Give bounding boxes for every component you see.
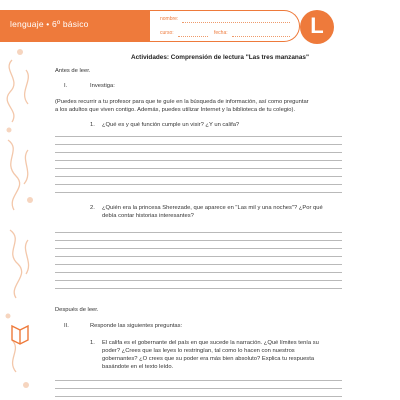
question-3-number: 1. <box>90 340 95 346</box>
date-label: fecha: <box>214 30 228 36</box>
answer-line <box>55 280 342 281</box>
decorative-sidebar <box>0 0 40 400</box>
answer-line <box>55 232 342 233</box>
answer-line <box>55 256 342 257</box>
question-1-number: 1. <box>90 122 95 128</box>
answer-line <box>55 136 342 137</box>
answer-line <box>55 272 342 273</box>
question-2-number: 2. <box>90 205 95 211</box>
answer-line <box>55 184 342 185</box>
answer-line <box>55 248 342 249</box>
answer-line <box>55 380 342 381</box>
date-field[interactable] <box>232 36 290 37</box>
section-before-reading: Antes de leer. <box>55 68 91 74</box>
logo-letter: L <box>310 13 324 38</box>
answer-line <box>55 264 342 265</box>
subject-logo <box>300 10 334 44</box>
part-i-heading: Investiga: <box>90 83 115 89</box>
question-3-text-line4: basándote en el texto leído. <box>102 364 174 370</box>
answer-line <box>55 396 342 397</box>
subject-label: lenguaje • 6º básico <box>10 19 89 29</box>
course-field[interactable] <box>178 36 208 37</box>
part-i-instruction-line2: a los adultos que viven contigo. Además, puedes utilizar Internet y la biblioteca de tu colegio). <box>55 107 296 113</box>
part-ii-numeral: II. <box>64 323 69 329</box>
answer-line <box>55 388 342 389</box>
book-icon <box>12 326 28 344</box>
student-info-box <box>150 10 300 42</box>
question-2-text-line2: debía contar historias interesantes? <box>102 213 194 219</box>
answer-line <box>55 144 342 145</box>
question-2-text-line1: ¿Quién era la princesa Sherezade, que aparece en "Las mil y una noches"? ¿Por qué <box>102 205 323 211</box>
question-1-text: ¿Qué es y qué función cumple un visir? ¿Y un califa? <box>102 122 240 128</box>
question-3-text-line1: El califa es el gobernante del país en que sucede la narración. ¿Qué límites tenía su <box>102 340 319 346</box>
answer-line <box>55 192 342 193</box>
answer-line <box>55 288 342 289</box>
worksheet-header <box>0 10 400 42</box>
answer-line <box>55 152 342 153</box>
answer-line <box>55 160 342 161</box>
subject-banner <box>0 10 150 42</box>
worksheet-title: Actividades: Comprensión de lectura "Las tres manzanas" <box>131 54 309 61</box>
name-label: nombre: <box>160 16 179 22</box>
part-i-instruction-line1: (Puedes recurrir a tu profesor para que te guíe en la búsqueda de información, así como preguntar <box>55 99 309 105</box>
course-label: curso: <box>160 30 174 36</box>
answer-line <box>55 168 342 169</box>
section-after-reading: Después de leer. <box>55 307 99 313</box>
name-field[interactable] <box>182 22 290 23</box>
part-ii-heading: Responde las siguientes preguntas: <box>90 323 183 329</box>
answer-line <box>55 176 342 177</box>
answer-line <box>55 240 342 241</box>
question-3-text-line3: gobernantes? ¿O crees que su poder era más bien absoluto? Explica tu respuesta <box>102 356 315 362</box>
question-3-text-line2: poder? ¿Crees que las leyes lo restringían, tal como lo hacen con nuestros <box>102 348 295 354</box>
part-i-numeral: I. <box>64 83 68 89</box>
